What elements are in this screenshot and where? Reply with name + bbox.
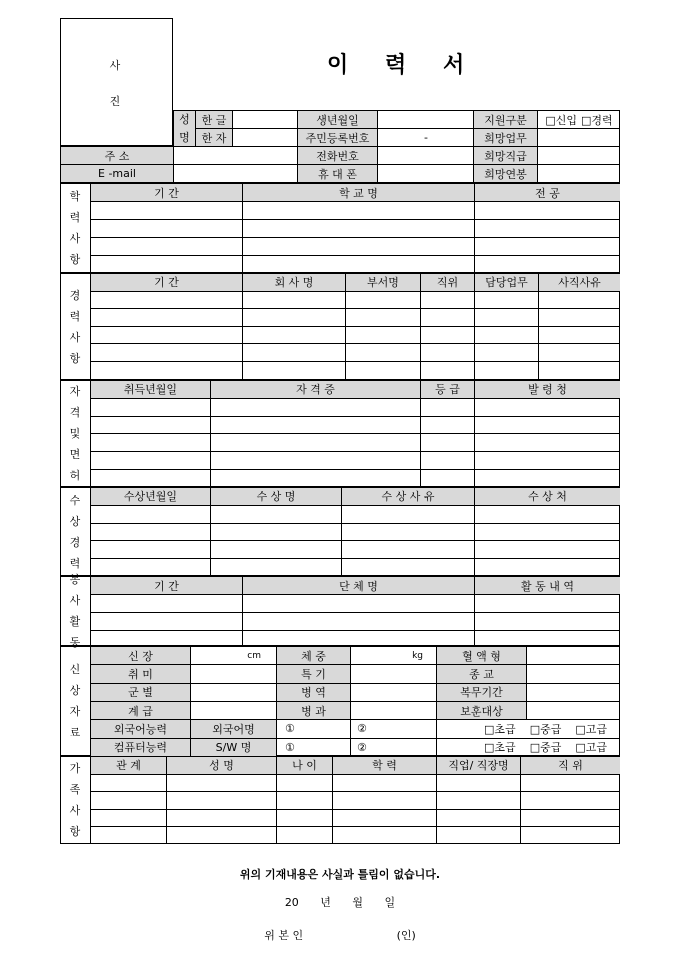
phone-label: 전화번호 — [298, 147, 377, 164]
family-header-5: 직업/ 직장명 — [437, 757, 520, 774]
apply-type-label: 지원구분 — [474, 111, 537, 128]
license-side-label — [60, 380, 90, 487]
computer-level — [437, 739, 619, 756]
hobby-label: 취 미 — [91, 665, 190, 682]
family-side-char: 족 — [69, 783, 81, 796]
language-option-2[interactable]: ② — [357, 722, 367, 736]
personal-data-side-char: 신 — [69, 663, 81, 676]
religion-field[interactable] — [527, 665, 620, 682]
volunteer-row[interactable] — [91, 595, 619, 611]
language-level-high-checkbox[interactable]: □고급 — [575, 722, 607, 736]
family-row[interactable] — [91, 827, 619, 843]
family-row[interactable] — [91, 810, 619, 826]
height-field[interactable]: cm — [247, 650, 261, 661]
language-level-low-checkbox[interactable]: □초급 — [484, 722, 516, 736]
personal-data-side-char: 료 — [69, 726, 81, 739]
license-side-char: 격 — [69, 406, 81, 419]
education-side-label — [60, 183, 90, 273]
awards-header-4: 수 상 처 — [475, 488, 620, 505]
resident-no-field[interactable]: - — [424, 131, 428, 144]
awards-side-char: 경 — [69, 535, 81, 549]
volunteer-side-char: 사 — [69, 594, 81, 607]
birth-field[interactable] — [378, 111, 473, 128]
career-side-label — [60, 273, 90, 380]
license-header-2: 자 격 증 — [211, 381, 420, 398]
license-side-char: 허 — [69, 469, 81, 482]
special-field[interactable] — [351, 665, 435, 682]
weight-label: 체 중 — [277, 647, 350, 664]
desired-position-field[interactable] — [538, 147, 620, 164]
language-label: 외국어능력 — [91, 720, 190, 737]
email-label: E -mail — [61, 165, 173, 182]
career-side-char: 사 — [69, 330, 81, 344]
blood-field[interactable] — [527, 647, 620, 664]
family-header-3: 나 이 — [277, 757, 332, 774]
license-row[interactable] — [91, 417, 619, 433]
license-side-char: 및 — [69, 427, 81, 440]
license-header-1: 취득년월일 — [91, 381, 210, 398]
title-char-3: 서 — [443, 53, 465, 78]
email-field[interactable] — [174, 165, 297, 182]
license-side-char: 면 — [69, 448, 81, 461]
career-header-1: 기 간 — [91, 274, 242, 291]
hangul-label: 한 글 — [196, 111, 232, 128]
personal-data-side-char: 자 — [69, 705, 81, 718]
branch-field[interactable] — [351, 702, 435, 719]
mobile-field[interactable] — [378, 165, 473, 182]
education-side-char: 사 — [69, 232, 81, 245]
apply-new-checkbox[interactable]: □신입 — [545, 113, 577, 127]
education-side-char: 항 — [69, 253, 81, 266]
education-row[interactable] — [91, 202, 619, 218]
license-header-3: 등 급 — [421, 381, 474, 398]
military-field[interactable] — [351, 684, 435, 701]
career-header-2: 회 사 명 — [243, 274, 345, 291]
computer-level-high-checkbox[interactable]: □고급 — [575, 741, 607, 755]
religion-label: 종 교 — [437, 665, 526, 682]
license-row[interactable] — [91, 434, 619, 450]
awards-header-1: 수상년월일 — [91, 488, 210, 505]
service_period-label: 복무기간 — [437, 684, 526, 701]
license-row[interactable] — [91, 452, 619, 468]
desired-salary-field[interactable] — [538, 165, 620, 182]
education-side-char: 력 — [69, 211, 81, 224]
personal-data-side-label — [60, 646, 90, 756]
computer-level-mid-checkbox[interactable]: □중급 — [529, 741, 562, 755]
address-field[interactable] — [174, 147, 297, 164]
education-header-3: 전 공 — [475, 184, 620, 201]
language-level — [437, 720, 619, 737]
career-row[interactable] — [91, 309, 619, 325]
hanja-name-field[interactable] — [233, 129, 297, 146]
career-row[interactable] — [91, 344, 619, 360]
career-side-char: 항 — [69, 351, 81, 365]
career-header-3: 부서명 — [346, 274, 420, 291]
awards-row[interactable] — [91, 541, 619, 557]
weight-field[interactable]: kg — [412, 650, 423, 661]
awards-side-char: 력 — [69, 556, 81, 570]
desired-position-label: 희망직급 — [474, 147, 537, 164]
language_name-label: 외국어명 — [191, 720, 276, 737]
awards-header-2: 수 상 명 — [211, 488, 341, 505]
signer-line — [0, 927, 680, 943]
volunteer-row[interactable] — [91, 613, 619, 629]
date-text: 20 년 월 일 — [284, 896, 396, 909]
awards-header-3: 수 상 사 유 — [342, 488, 474, 505]
family-side-char: 항 — [69, 825, 81, 838]
title-char-2: 력 — [385, 53, 407, 78]
awards-side-char: 상 — [69, 514, 81, 528]
rank-label: 계 급 — [91, 702, 190, 719]
language-level-mid-checkbox[interactable]: □중급 — [529, 722, 562, 736]
apply-type-options[interactable] — [538, 111, 620, 128]
license-side-char: 자 — [69, 385, 81, 398]
education-header-1: 기 간 — [91, 184, 242, 201]
hangul-name-field[interactable] — [233, 111, 297, 128]
awards-side-char: 수 — [69, 493, 81, 507]
career-row[interactable] — [91, 292, 619, 308]
blood-label: 혈 액 형 — [437, 647, 526, 664]
family-side-char: 가 — [69, 762, 81, 775]
name-label — [174, 111, 195, 146]
signer-label: 위 본 인 — [264, 929, 304, 942]
volunteer-header-2: 단 체 명 — [243, 577, 474, 594]
computer-label: 컴퓨터능력 — [91, 739, 190, 756]
career-header-5: 담당업무 — [475, 274, 538, 291]
career-header-6: 사직사유 — [539, 274, 620, 291]
name-label-1: 성 — [179, 112, 190, 126]
license-row[interactable] — [91, 470, 619, 486]
title-char-1: 이 — [327, 53, 349, 78]
awards-side-label — [60, 487, 90, 576]
awards-row[interactable] — [91, 559, 619, 575]
sw_name-label: S/W 명 — [191, 739, 276, 756]
mobile-label: 휴 대 폰 — [298, 165, 377, 182]
family-header-6: 직 위 — [521, 757, 620, 774]
education-row[interactable] — [91, 220, 619, 236]
computer-option-2[interactable]: ② — [357, 740, 367, 754]
special-label: 특 기 — [277, 665, 350, 682]
license-header-4: 발 령 청 — [475, 381, 620, 398]
awards-row[interactable] — [91, 524, 619, 540]
language-option-1[interactable]: ① — [285, 722, 295, 736]
volunteer-side-char: 봉 — [69, 573, 81, 586]
desired-salary-label: 희망연봉 — [474, 165, 537, 182]
license-row[interactable] — [91, 399, 619, 415]
desired-job-field[interactable] — [538, 129, 620, 146]
career-row[interactable] — [91, 327, 619, 343]
statement-text: 위의 기재내용은 사실과 틀림이 없습니다. — [239, 868, 441, 881]
service_period-field[interactable] — [527, 684, 620, 701]
education-row[interactable] — [91, 238, 619, 254]
volunteer-side-label — [60, 573, 90, 649]
family-row[interactable] — [91, 775, 619, 791]
career-side-char: 력 — [69, 309, 81, 323]
hanja-label: 한 자 — [196, 129, 232, 146]
awards-row[interactable] — [91, 506, 619, 522]
name-label-2: 명 — [179, 130, 190, 144]
career-row[interactable] — [91, 362, 619, 378]
military_type-label: 군 별 — [91, 684, 190, 701]
volunteer-side-char: 동 — [69, 636, 81, 649]
resident-no-label: 주민등록번호 — [298, 129, 377, 146]
seal-mark[interactable]: (인) — [396, 929, 416, 942]
photo-label-2: 진 — [109, 95, 121, 108]
address-label: 주 소 — [61, 147, 173, 164]
height-label: 신 장 — [91, 647, 190, 664]
birth-label: 생년월일 — [298, 111, 377, 128]
date-line — [0, 894, 680, 910]
apply-exp-checkbox[interactable]: □경력 — [581, 113, 613, 127]
military_type-field[interactable] — [191, 684, 275, 701]
volunteer-side-char: 활 — [69, 615, 81, 628]
computer-level-low-checkbox[interactable]: □초급 — [484, 741, 516, 755]
phone-field[interactable] — [378, 147, 473, 164]
volunteer-header-1: 기 간 — [91, 577, 242, 594]
family-side-char: 사 — [69, 804, 81, 817]
career-header-4: 직위 — [421, 274, 474, 291]
volunteer-header-3: 활 동 내 역 — [475, 577, 620, 594]
education-side-char: 학 — [69, 190, 81, 203]
family-side-label — [60, 756, 90, 844]
branch-label: 병 과 — [277, 702, 350, 719]
family-header-1: 관 계 — [91, 757, 166, 774]
photo-label-1: 사 — [109, 59, 121, 72]
education-row[interactable] — [91, 256, 619, 272]
rank-field[interactable] — [191, 702, 275, 719]
computer-option-1[interactable]: ① — [285, 740, 295, 754]
hobby-field[interactable] — [191, 665, 275, 682]
veteran-field[interactable] — [527, 702, 620, 719]
veteran-label: 보훈대상 — [437, 702, 526, 719]
education-header-2: 학 교 명 — [243, 184, 474, 201]
military-label: 병 역 — [277, 684, 350, 701]
volunteer-row[interactable] — [91, 631, 619, 647]
career-side-char: 경 — [69, 288, 81, 302]
family-row[interactable] — [91, 792, 619, 808]
desired-job-label: 희망업무 — [474, 129, 537, 146]
family-header-4: 학 력 — [333, 757, 436, 774]
personal-data-side-char: 상 — [69, 684, 81, 697]
family-header-2: 성 명 — [167, 757, 276, 774]
